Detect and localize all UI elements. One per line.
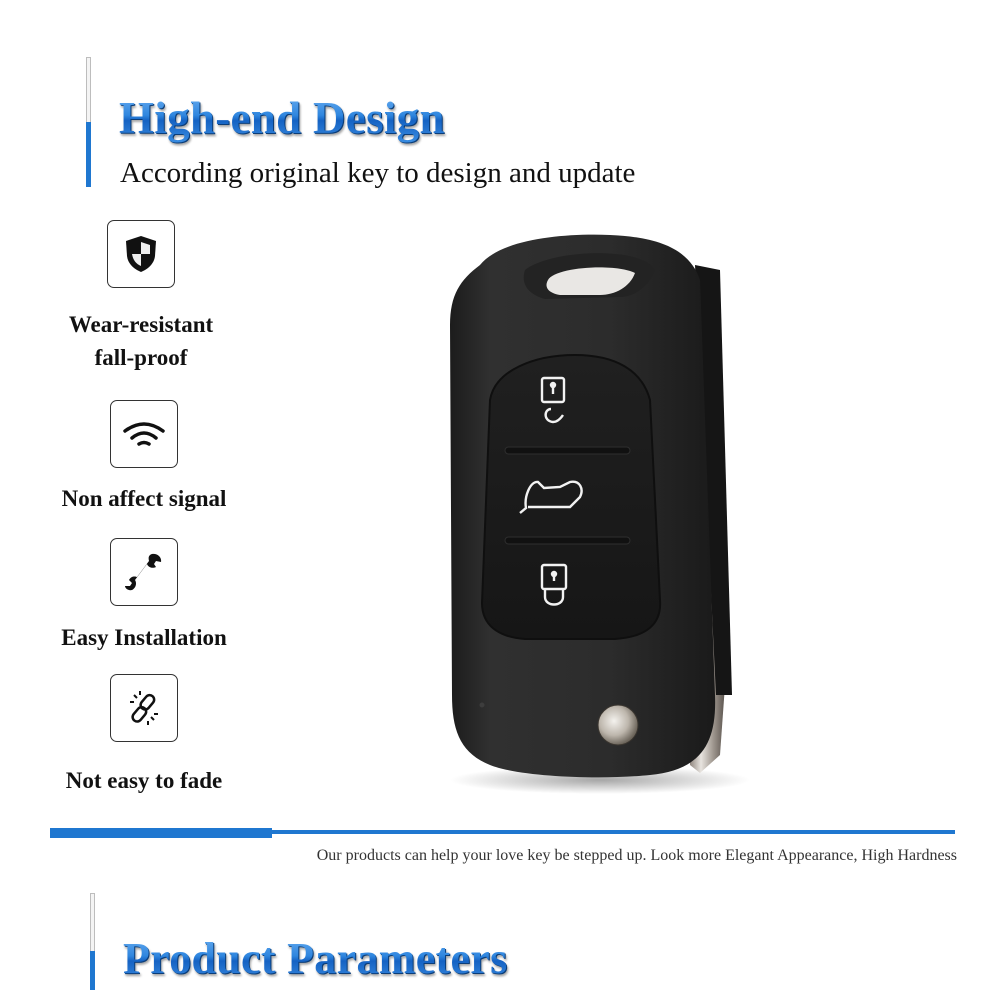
section-subtitle: According original key to design and update <box>120 157 636 189</box>
feature-label: Easy Installation <box>61 625 227 650</box>
feature-non-affect-signal <box>34 400 254 515</box>
broken-link-icon <box>122 686 166 730</box>
wrench-icon <box>122 550 166 594</box>
feature-icon-box <box>110 538 178 606</box>
key-fob-image <box>420 225 790 805</box>
feature-not-easy-to-fade <box>34 674 254 797</box>
tagline-text: Our products can help your love key be stepped up. Look more Elegant Appearance, High Hardness <box>316 847 957 864</box>
divider-accent-thin <box>272 830 955 834</box>
section-title-product-parameters: Product Parameters <box>123 934 508 983</box>
shield-icon <box>122 234 160 274</box>
feature-label: Not easy to fade <box>65 768 223 793</box>
feature-wear-resistant <box>31 220 251 374</box>
feature-icon-box <box>110 400 178 468</box>
section-title-high-end-design: High-end Design <box>119 93 445 143</box>
button-pad <box>482 355 660 639</box>
feature-label: Wear-resistant <box>68 312 214 337</box>
feature-icon-box <box>110 674 178 742</box>
section-accent-bar <box>86 57 91 187</box>
divider-accent-thick <box>50 828 272 838</box>
feature-label: fall-proof <box>94 345 188 370</box>
section-accent-bar <box>90 893 95 990</box>
feature-label: Non affect signal <box>61 486 227 511</box>
feature-easy-installation <box>34 538 254 654</box>
feature-icon-box <box>107 220 175 288</box>
wifi-signal-icon <box>121 419 167 449</box>
flip-release-button <box>598 705 638 745</box>
